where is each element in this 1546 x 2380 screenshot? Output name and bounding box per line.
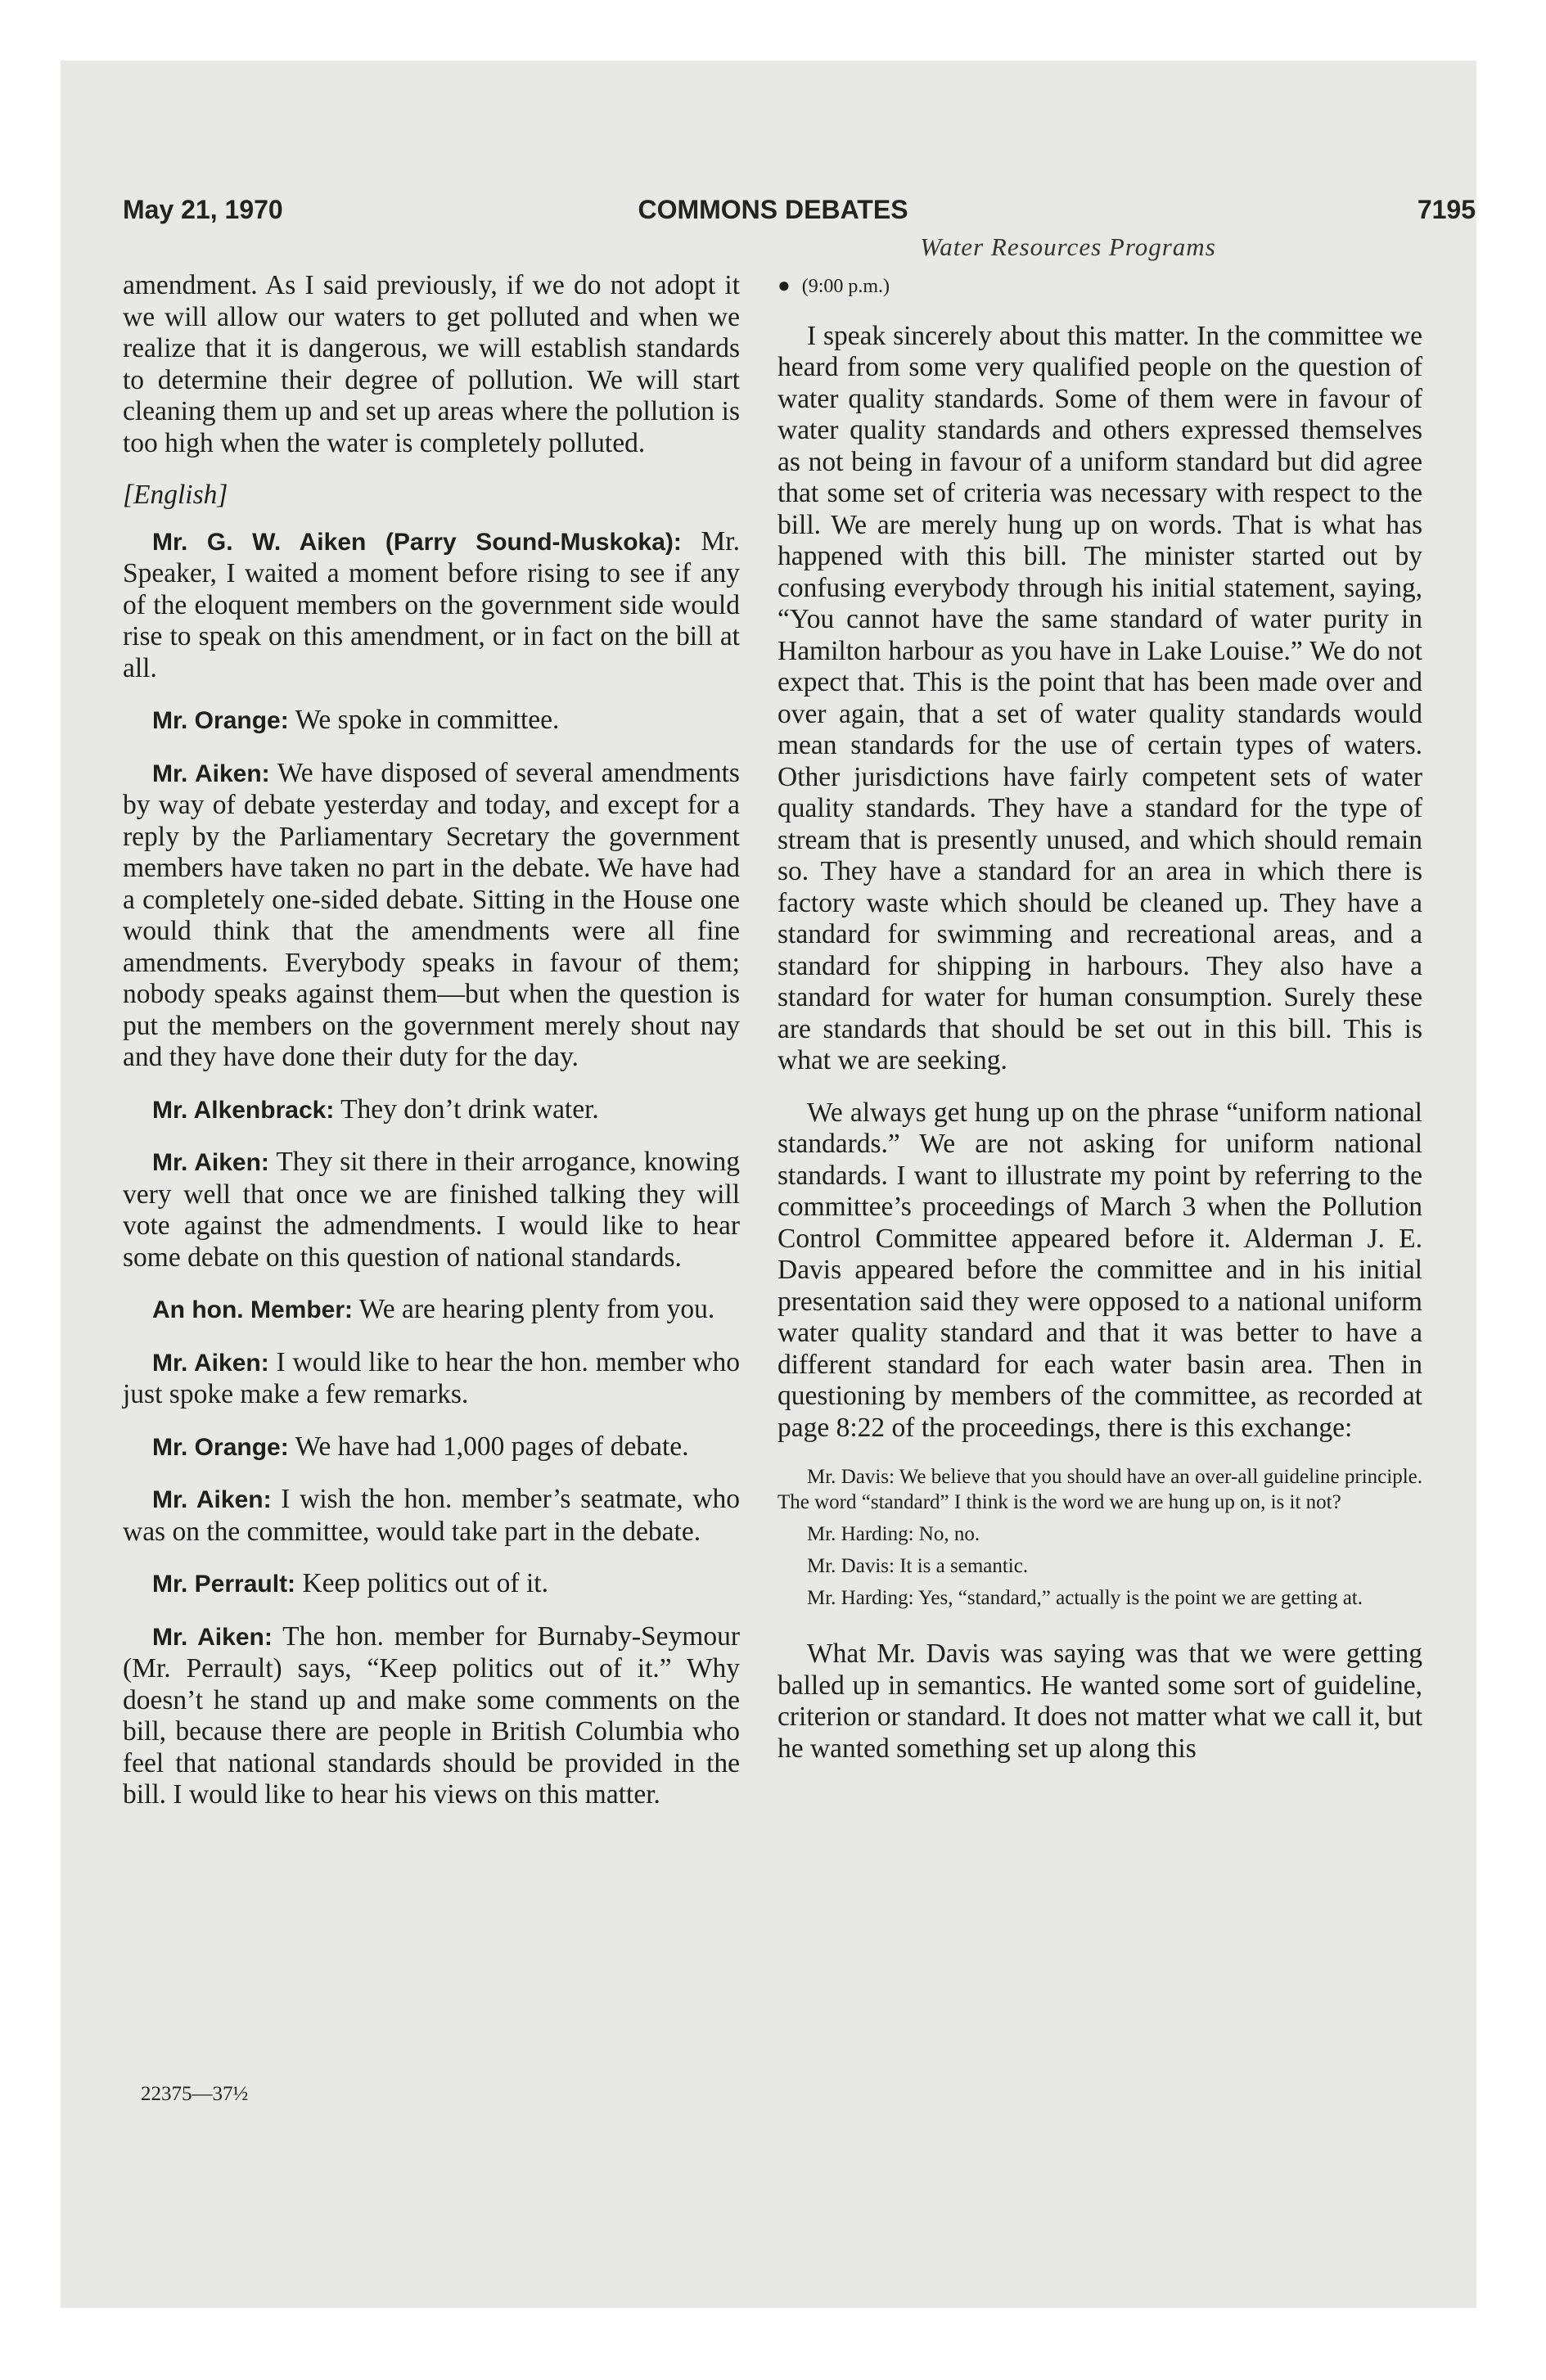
quoted-exchange: Mr. Davis: It is a semantic. bbox=[807, 1555, 1029, 1577]
speech: An hon. Member: We are hearing plenty from you. bbox=[152, 1294, 715, 1324]
time-marker: ● (9:00 p.m.) bbox=[778, 273, 890, 297]
speech: Mr. Aiken: The hon. member for Burnaby-Seymour (Mr. Perrault) says, “Keep politics out of it.” Why doesn’t he stand up and make some comments on the bill, because there are people in British Columbia who feel that national standards should be provided in the bill. I would like to hear his views on this matter. bbox=[123, 1620, 740, 1810]
right-column bbox=[778, 270, 1422, 1785]
header-page-number: 7195 bbox=[1417, 195, 1476, 224]
speaker-name: Mr. Orange: bbox=[152, 707, 289, 734]
speech: Mr. Aiken: They sit there in their arrogance, knowing very well that once we are finished talking they will vote against the admendments. I would like to hear some debate on this question of national standards. bbox=[123, 1147, 740, 1273]
quoted-exchange: Mr. Harding: No, no. bbox=[807, 1523, 980, 1545]
speech: Mr. G. W. Aiken (Parry Sound-Muskoka): Mr. Speaker, I waited a moment before rising to see if any of the eloquent members on the government side would rise to speak on this amendment, or in fact on the bill at all. bbox=[123, 525, 740, 683]
speech: Mr. Aiken: I would like to hear the hon. member who just spoke make a few remarks. bbox=[123, 1346, 740, 1409]
speech: Mr. Aiken: We have disposed of several amendments by way of debate yesterday and today, and except for a reply by the Parliamentary Secretary the government members have taken no part in the debate. We have had a completely one-sided debate. Sitting in the House one would think that the amendments were all fine amendments. Everybody speaks in favour of them; nobody speaks against them—but when the question is put the members on the government merely shout nay and they have done their duty for the day. bbox=[123, 757, 740, 1072]
speaker-name: Mr. Perrault: bbox=[152, 1571, 296, 1598]
quoted-exchange: Mr. Harding: Yes, “standard,” actually is the point we are getting at. bbox=[807, 1587, 1363, 1609]
speaker-name: Mr. Aiken: bbox=[152, 1349, 269, 1377]
speech: Mr. Orange: We spoke in committee. bbox=[152, 705, 560, 735]
speech: Mr. Perrault: Keep politics out of it. bbox=[152, 1568, 548, 1598]
speaker-name: Mr. Aiken: bbox=[152, 1149, 269, 1176]
header-date: May 21, 1970 bbox=[123, 195, 283, 224]
speaker-name: Mr. Aiken: bbox=[152, 1486, 272, 1513]
header-publication: COMMONS DEBATES bbox=[638, 195, 908, 224]
bullet-icon: ● bbox=[778, 273, 791, 297]
speaker-name: Mr. Aiken: bbox=[152, 1623, 273, 1651]
left-column bbox=[123, 270, 740, 1832]
speaker-name: Mr. Orange: bbox=[152, 1433, 289, 1461]
speech: Mr. Aiken: I wish the hon. member’s seatmate, who was on the committee, would take part in the debate. bbox=[123, 1484, 741, 1547]
speaker-name: Mr. Alkenbrack: bbox=[152, 1096, 335, 1124]
quoted-exchange: Mr. Davis: We believe that you should have an over-all guideline principle. The word “standard” I think is the word we are hung up on, is it not? bbox=[778, 1466, 1422, 1513]
section-title: Water Resources Programs bbox=[920, 232, 1216, 261]
speaker-name: An hon. Member: bbox=[152, 1296, 353, 1323]
speaker-name: Mr. Aiken: bbox=[152, 760, 270, 787]
speech: Mr. Orange: We have had 1,000 pages of debate. bbox=[152, 1431, 689, 1462]
footnote: 22375—37½ bbox=[141, 2083, 249, 2105]
speech: Mr. Alkenbrack: They don’t drink water. bbox=[152, 1093, 599, 1125]
paragraph: What Mr. Davis was saying was that we were getting balled up in semantics. He wanted some sort of guideline, criterion or standard. It does not matter what we call it, but he wanted something set up along this bbox=[778, 1639, 1422, 1764]
language-marker: [English] bbox=[123, 480, 228, 510]
paragraph: We always get hung up on the phrase “uniform national standards.” We are not asking for uniform national standards. I want to illustrate my point by referring to the committee’s proceedings of March 3 when the Pollution Control Committee appeared before it. Alderman J. E. Davis appeared before the committee and in his initial presentation said they were opposed to a national uniform water quality standard and that it was better to have a different standard for each water basin area. Then in questioning by members of the committee, as recorded at page 8:22 of the proceedings, there is this exchange: bbox=[778, 1097, 1422, 1443]
paragraph: I speak sincerely about this matter. In the committee we heard from some very qualified people on the question of water quality standards. Some of them were in favour of water quality standards and others expressed themselves as not being in favour of a uniform standard but did agree that some set of criteria was necessary with respect to the bill. We are merely hung up on words. That is what has happened with this bill. The minister started out by confusing everybody through his initial statement, saying, “You cannot have the same standard of water purity in Hamilton harbour as you have in Lake Louise.” We do not expect that. This is the point that has been made over and over again, that a set of water quality standards would mean standards for the use of certain types of waters. Other jurisdictions have fairly competent sets of water quality standards. They have a standard for the type of stream that is presently unused, and which should remain so. They have a standard for an area in which there is factory waste which should be cleaned up. They have a standard for swimming and recreational areas, and a standard for shipping in harbours. They also have a standard for water for human consumption. Surely these are standards that should be set out in this bill. This is what we are seeking. bbox=[778, 320, 1422, 1075]
speaker-name: Mr. G. W. Aiken (Parry Sound-Muskoka): bbox=[152, 528, 682, 556]
paragraph: amendment. As I said previously, if we do not adopt it we will allow our waters to get polluted and when we realize that it is dangerous, we will establish standards to determine their degree of pollution. We will start cleaning them up and set up areas where the pollution is too high when the water is completely polluted. bbox=[123, 270, 740, 458]
